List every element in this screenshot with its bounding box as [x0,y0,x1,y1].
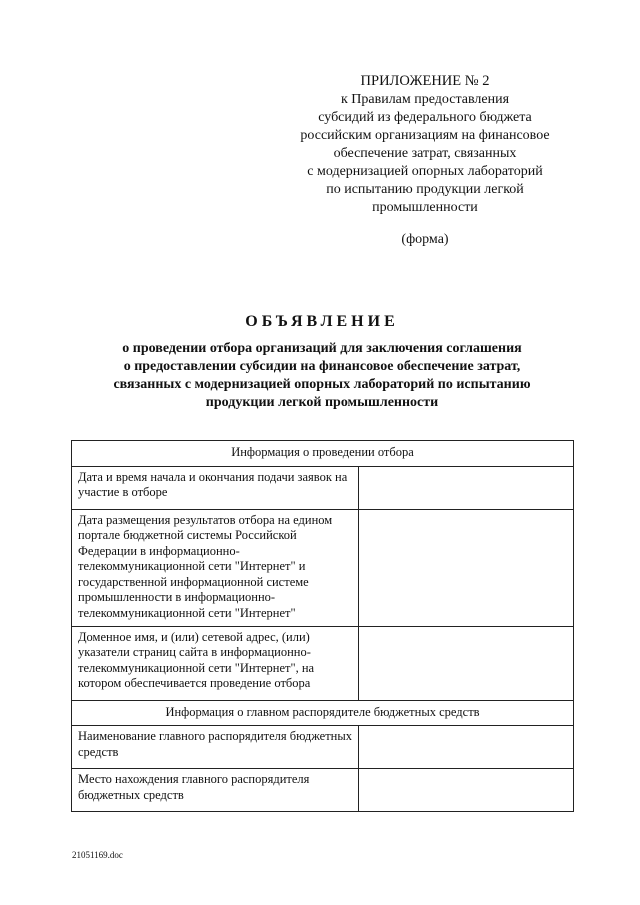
row-value-cell [359,626,574,700]
appendix-title: ПРИЛОЖЕНИЕ № 2 [360,73,490,89]
announcement-block [60,312,584,412]
row-value-cell [359,509,574,626]
announcement-subtitle-line: о проведении отбора организаций для заключения соглашения [122,341,522,356]
announcement-subtitle-line: продукции легкой промышленности [205,395,439,410]
table-row [72,769,574,812]
info-table [71,440,574,812]
appendix-line: обеспечение затрат, связанных [333,146,517,161]
document-code: 21051169.doc [72,850,123,860]
row-label-application-dates: Дата и время начала и окончания подачи заявок на участие в отборе [72,466,359,509]
announcement-subtitle-line: связанных с модернизацией опорных лабораторий по испытанию [113,377,531,392]
table-section-row [72,700,574,726]
appendix-line: к Правилам предоставления [340,92,510,107]
appendix-line: промышленности [372,200,478,215]
table-row [72,726,574,769]
table-row [72,626,574,700]
table-row [72,466,574,509]
section-title-selection-info: Информация о проведении отбора [72,441,574,467]
announcement-heading: ОБЪЯВЛЕНИЕ [245,313,399,330]
appendix-line: с модернизацией опорных лабораторий [307,164,543,179]
form-label: (форма) [401,232,449,247]
row-label-manager-location: Место нахождения главного распорядителя бюджетных средств [72,769,359,812]
appendix-line: субсидий из федерального бюджета [318,110,532,125]
appendix-line: российским организациям на финансовое [300,128,550,143]
announcement-subtitle-line: о предоставлении субсидии на финансовое обеспечение затрат, [123,359,521,374]
appendix-line: по испытанию продукции легкой [326,182,524,197]
section-title-budget-manager: Информация о главном распорядителе бюджетных средств [72,700,574,726]
row-value-cell [359,769,574,812]
row-label-manager-name: Наименование главного распорядителя бюджетных средств [72,726,359,769]
row-label-results-publication: Дата размещения результатов отбора на едином портале бюджетной системы Российской Федерации в информационно-телекоммуникационной сети "Интернет" и государственной информационной системе промышленности в информационно-телекоммуникационной сети "Интернет" [72,509,359,626]
table-section-row [72,441,574,467]
table-row [72,509,574,626]
row-label-domain-name: Доменное имя, и (или) сетевой адрес, (или) указатели страниц сайта в информационно-телекоммуникационной сети "Интернет", на котором обеспечивается проведение отбора [72,626,359,700]
row-value-cell [359,466,574,509]
appendix-header [290,72,560,249]
row-value-cell [359,726,574,769]
